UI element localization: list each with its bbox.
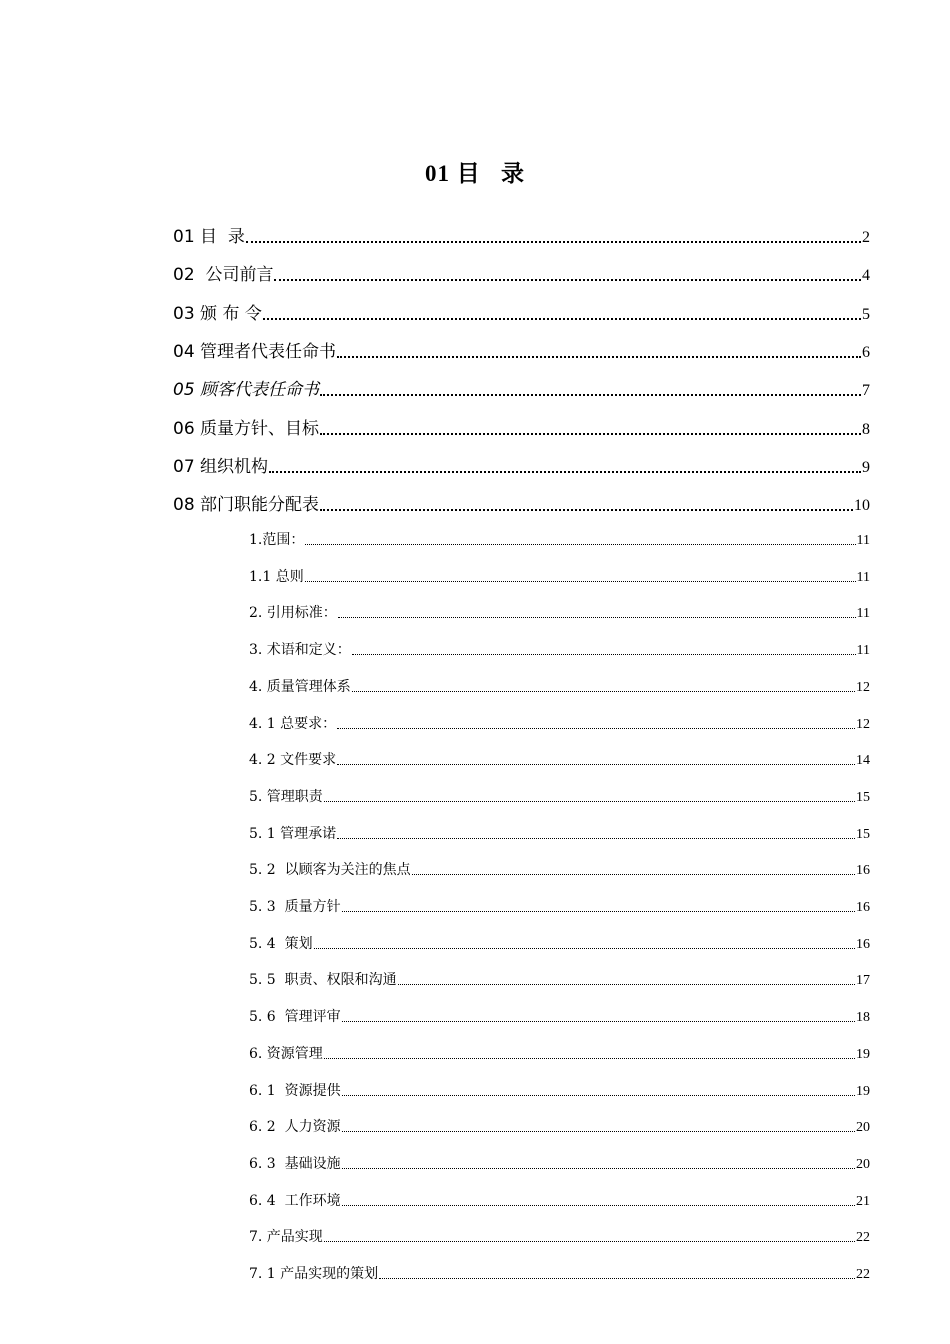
- toc-entry-title: 7. 产品实现: [249, 1229, 323, 1246]
- toc-entry-title: 5. 2 以顾客为关注的焦点: [249, 862, 411, 879]
- toc-dot-leader: [320, 431, 861, 435]
- page-title: 01 目 录: [425, 161, 525, 186]
- toc-page-number: 18: [856, 1010, 870, 1026]
- toc-entry[interactable]: [249, 749, 870, 769]
- toc-dot-leader: [342, 909, 855, 912]
- toc-dot-leader: [337, 726, 855, 729]
- toc-entry[interactable]: [173, 415, 870, 439]
- toc-dot-leader: [337, 762, 855, 765]
- toc-dot-leader: [412, 872, 855, 875]
- toc-entry-title: 07 组织机构: [173, 456, 269, 477]
- toc-dot-leader: [324, 799, 855, 802]
- toc-entry-title: 6. 3 基础设施: [249, 1155, 341, 1172]
- toc-page-number: 5: [862, 305, 870, 323]
- toc-entry-title: 6. 4 工作环境: [249, 1192, 341, 1209]
- toc-entry-title: 02 公司前言: [173, 265, 274, 286]
- toc-entry[interactable]: [173, 491, 870, 515]
- toc-entry[interactable]: [249, 639, 870, 659]
- toc-entry[interactable]: [173, 261, 870, 285]
- toc-page-number: 10: [854, 497, 870, 515]
- toc-dot-leader: [342, 1093, 855, 1096]
- toc-entry[interactable]: [249, 1080, 870, 1100]
- toc-entry[interactable]: [249, 823, 870, 843]
- toc-entry-title: 03 颁 布 令: [173, 303, 262, 324]
- toc-dot-leader: [305, 579, 856, 582]
- toc-page-number: 11: [856, 643, 870, 659]
- toc-entry-title: 5. 4 策划: [249, 935, 313, 952]
- toc-entry-title: 4. 2 文件要求: [249, 752, 337, 769]
- toc-entry[interactable]: [249, 896, 870, 916]
- toc-entry-title: 5. 管理职责: [249, 788, 323, 805]
- toc-entry[interactable]: [249, 1006, 870, 1026]
- toc-dot-leader: [246, 239, 861, 243]
- toc-entry-title: 06 质量方针、目标: [173, 418, 320, 439]
- toc-page-number: 20: [856, 1120, 870, 1136]
- toc-entry-title: 6. 2 人力资源: [249, 1119, 341, 1136]
- toc-entry[interactable]: [173, 300, 870, 324]
- toc-dot-leader: [263, 316, 861, 320]
- toc-dot-leader: [338, 615, 856, 618]
- toc-entry[interactable]: [249, 786, 870, 806]
- toc-page-number: 14: [856, 753, 870, 769]
- toc-entry[interactable]: [249, 676, 870, 696]
- toc-entry[interactable]: [249, 933, 870, 953]
- toc-page-number: 12: [856, 716, 870, 732]
- toc-page-number: 19: [856, 1083, 870, 1099]
- toc-dot-leader: [342, 1166, 855, 1169]
- toc-dot-leader: [305, 542, 855, 545]
- toc-entry[interactable]: [249, 602, 870, 622]
- toc-page-number: 17: [856, 973, 870, 989]
- toc-page-number: 12: [856, 679, 870, 695]
- toc-entry[interactable]: [249, 1263, 870, 1283]
- toc-entry[interactable]: [173, 453, 870, 477]
- toc-entry-title: 5. 1 管理承诺: [249, 825, 337, 842]
- toc-page-number: 19: [856, 1046, 870, 1062]
- toc-dot-leader: [352, 689, 855, 692]
- toc-page-number: 8: [862, 420, 870, 438]
- toc-entry[interactable]: [249, 713, 870, 733]
- toc-dot-leader: [337, 354, 861, 358]
- toc-dot-leader: [314, 946, 855, 949]
- toc-page-number: 15: [856, 789, 870, 805]
- toc-entry-title: 7. 1 产品实现的策划: [249, 1266, 379, 1282]
- toc-page-number: 11: [856, 569, 870, 585]
- toc-page-number: 11: [856, 606, 870, 622]
- toc-entry-title: 1.范围：: [249, 532, 305, 548]
- toc-entry-title: 3. 术语和定义：: [249, 642, 351, 659]
- toc-page-number: 16: [856, 900, 870, 915]
- toc-page-number: 16: [856, 863, 870, 879]
- toc-entry-title: 4. 1 总要求：: [249, 715, 337, 732]
- toc-dot-leader: [342, 1203, 855, 1206]
- toc-entry-title: 2. 引用标准：: [249, 605, 337, 622]
- toc-dot-leader: [324, 1239, 855, 1242]
- toc-dot-leader: [352, 652, 856, 655]
- toc-entry-title: 5. 5 职责、权限和沟通: [249, 972, 397, 989]
- toc-dot-leader: [274, 277, 861, 281]
- toc-entry[interactable]: [249, 1226, 870, 1246]
- toc-entry-title: 6. 资源管理: [249, 1045, 323, 1062]
- toc-entry-title: 6. 1 资源提供: [249, 1082, 341, 1099]
- toc-entry[interactable]: [249, 1116, 870, 1136]
- toc-entry[interactable]: [249, 529, 870, 549]
- toc-entry-title: 05 顾客代表任命书: [173, 380, 320, 401]
- toc-entry-title: 5. 3 质量方针: [249, 899, 341, 915]
- toc-page-number: 15: [856, 826, 870, 842]
- toc-entry-title: 1.1 总则: [249, 568, 304, 585]
- toc-dot-leader: [379, 1276, 855, 1279]
- toc-dot-leader: [398, 982, 855, 985]
- toc-entry-title: 4. 质量管理体系: [249, 678, 351, 695]
- toc-entry-title: 04 管理者代表任命书: [173, 341, 337, 362]
- toc-entry[interactable]: [173, 223, 870, 247]
- toc-page-number: 22: [856, 1230, 870, 1246]
- toc-page-number: 4: [862, 267, 870, 285]
- toc-entry[interactable]: [249, 859, 870, 879]
- toc-page-number: 7: [862, 382, 870, 400]
- toc-page-number: 16: [856, 936, 870, 952]
- toc-entry[interactable]: [249, 566, 870, 586]
- toc-dot-leader: [320, 507, 853, 511]
- toc-entry[interactable]: [173, 376, 870, 400]
- toc-entry-title: 5. 6 管理评审: [249, 1009, 341, 1026]
- toc-page-number: 11: [856, 533, 870, 548]
- toc-entry[interactable]: [249, 1043, 870, 1063]
- toc-entry[interactable]: [249, 1190, 870, 1210]
- toc-entry[interactable]: [249, 1153, 870, 1173]
- toc-dot-leader: [320, 392, 861, 396]
- toc-page-number: 22: [856, 1267, 870, 1282]
- toc-page-number: 20: [856, 1156, 870, 1172]
- toc-page-number: 21: [856, 1193, 870, 1209]
- toc-page-number: 6: [862, 343, 870, 361]
- toc-page-number: 9: [862, 458, 870, 476]
- toc-dot-leader: [342, 1129, 855, 1132]
- toc-dot-leader: [337, 836, 855, 839]
- toc-dot-leader: [324, 1056, 855, 1059]
- toc-entry-title: 08 部门职能分配表: [173, 495, 320, 516]
- toc-dot-leader: [269, 469, 861, 473]
- toc-entry[interactable]: [173, 338, 870, 362]
- toc-page-number: 2: [862, 229, 870, 246]
- toc-entry[interactable]: [249, 969, 870, 989]
- toc-entry-title: 01 目 录: [173, 227, 245, 247]
- toc-dot-leader: [342, 1019, 855, 1022]
